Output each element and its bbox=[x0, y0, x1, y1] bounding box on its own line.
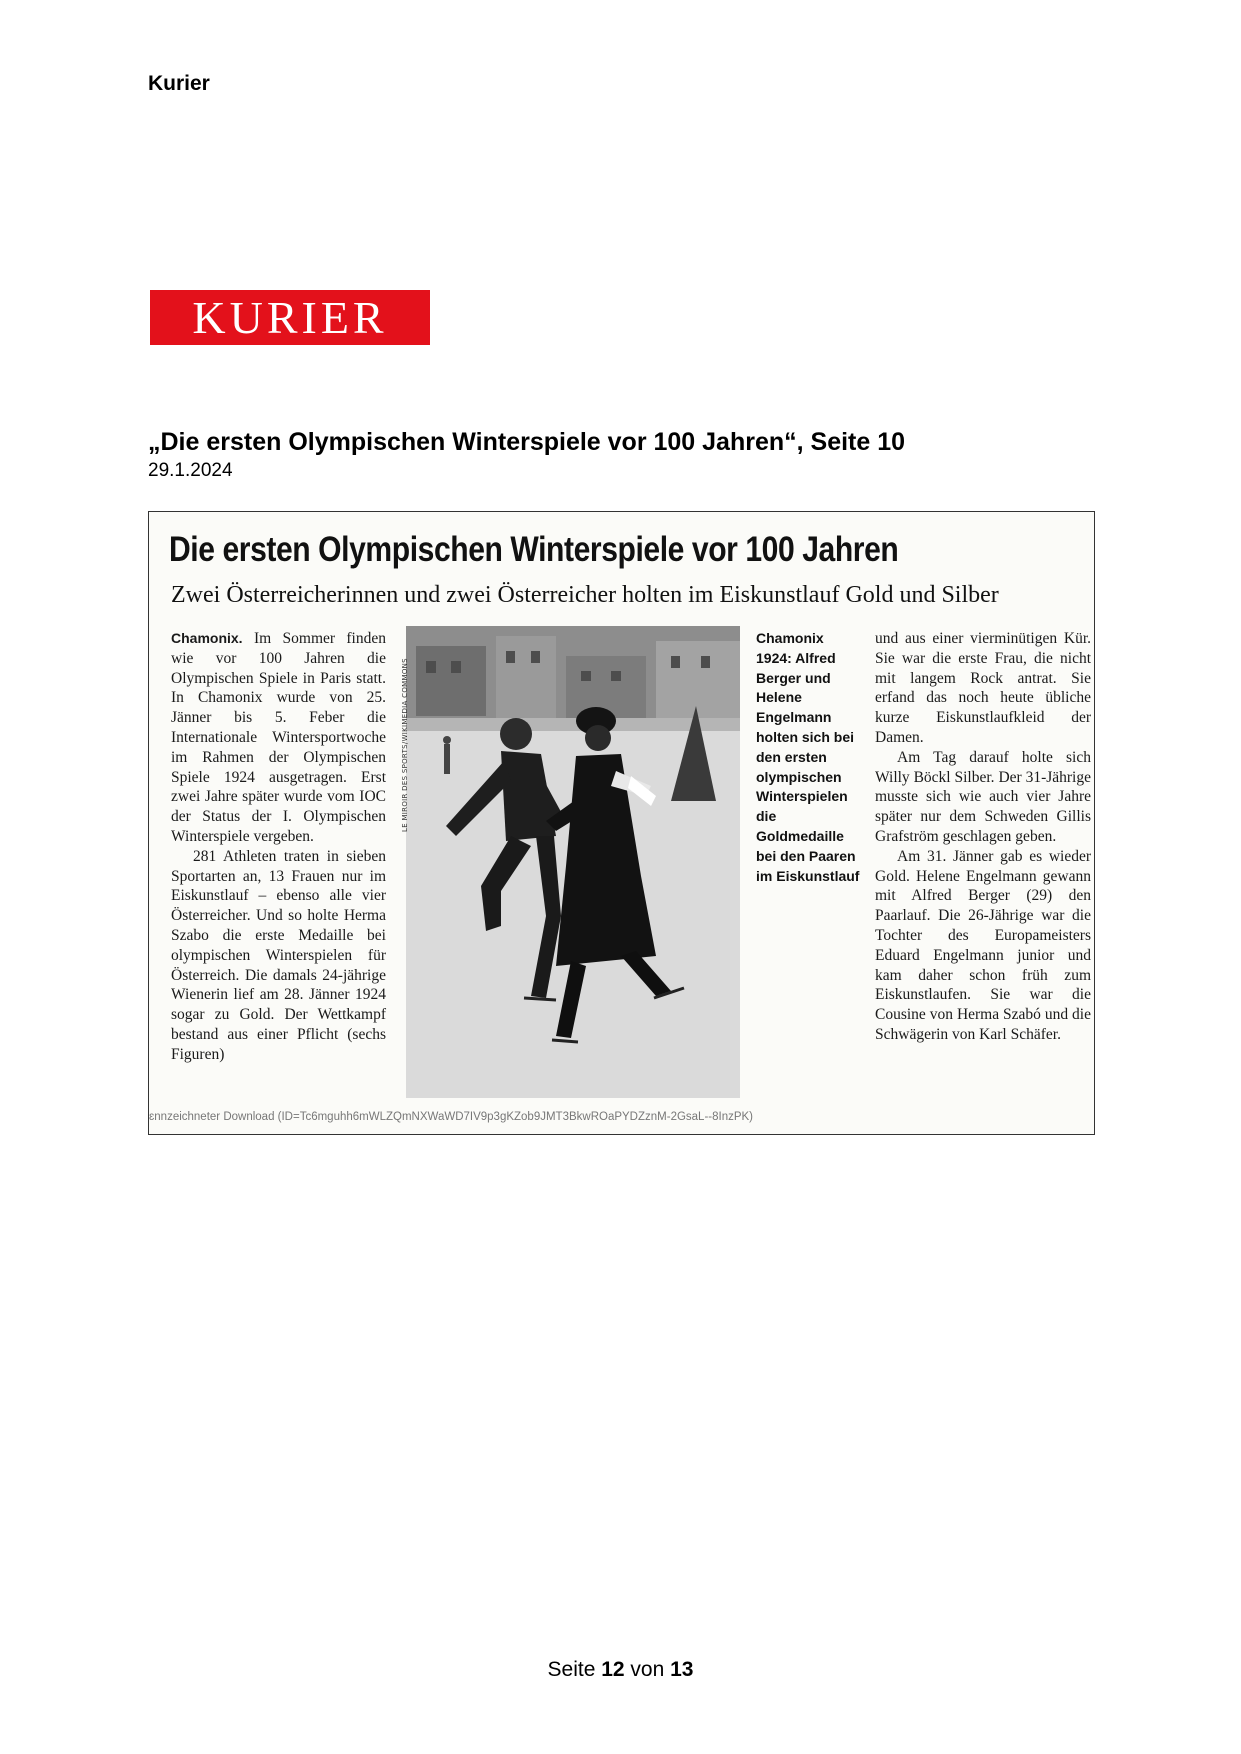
current-page: 12 bbox=[601, 1658, 625, 1681]
article-title: „Die ersten Olympischen Winterspiele vor 100 Jahren“, Seite 10 bbox=[148, 428, 906, 456]
photo-caption: Chamonix 1924: Alfred Berger und Helene Engelmann holten sich bei den ersten olympischen Winterspielen die Goldmedaille bei den Paaren im Eiskunstlauf bbox=[756, 630, 860, 884]
page-footer bbox=[0, 1658, 1241, 1682]
footer-prefix: Seite bbox=[547, 1658, 602, 1681]
paragraph-1: Im Sommer finden wie vor 100 Jahren die Olympischen Spiele in Paris statt. In Chamonix wurde von 25. Jänner bis 5. Feber die Internationale Wintersportwoche im Rahmen der Olympischen Spiele 1924 ausgetragen. Erst zwei Jahre später wurde vom IOC der Status der I. Olympischen Winterspiele vergeben. bbox=[171, 630, 386, 845]
clipping-headline: Die ersten Olympischen Winterspiele vor 100 Jahren bbox=[169, 530, 899, 569]
logo-text: KURIER bbox=[192, 291, 388, 343]
paragraph-3: und aus einer vierminütigen Kür. Sie war die erste Frau, die nicht mit langem Rock antrat. Sie erfand das noch heute übliche kurze Eiskunstlaufkleid der Damen. bbox=[875, 630, 1091, 746]
paragraph-5: Am 31. Jänner gab es wieder Gold. Helene Engelmann gewann mit Alfred Berger (29) den Paarlauf. Die 26-Jährige war die Tochter des Europameisters Eduard Engelmann junior und kam daher schon früh zum Eiskunstlaufen. Sie war die Cousine von Herma Szabó und die Schwägerin von Karl Schäfer. bbox=[875, 847, 1091, 1043]
photo-credit: LE MIROIR DES SPORTS/WIKIMEDIA COMMONS bbox=[401, 658, 409, 832]
paragraph-4: Am Tag darauf holte sich Willy Böckl Silber. Der 31-Jährige musste sich wie auch vier Jahre später nur dem Schweden Gillis Grafström geschlagen geben. bbox=[875, 748, 1091, 845]
paragraph-2: 281 Athleten traten in sieben Sportarten an, 13 Frauen nur im Eiskunstlauf – ebenso alle vier Österreicher. Und so holte Herma Szabo die erste Medaille bei olympischen Winterspielen für Österreich. Die damals 24-jährige Wienerin lief am 28. Jänner 1924 sogar zu Gold. Der Wettkampf bestand aus einer Pflicht (sechs Figuren) bbox=[171, 847, 386, 1063]
kurier-logo bbox=[150, 290, 430, 345]
total-pages: 13 bbox=[670, 1658, 694, 1681]
article-column-left bbox=[171, 629, 386, 1065]
clipping-subheadline: Zwei Österreicherinnen und zwei Österreicher holten im Eiskunstlauf Gold und Silber bbox=[171, 582, 999, 608]
article-column-right bbox=[875, 629, 1091, 1045]
skating-pair-photo bbox=[406, 626, 740, 1098]
article-date: 29.1.2024 bbox=[148, 460, 233, 481]
source-name: Kurier bbox=[148, 72, 210, 95]
dateline: Chamonix. bbox=[171, 630, 243, 646]
footer-middle: von bbox=[624, 1658, 671, 1681]
newspaper-clipping bbox=[148, 511, 1095, 1135]
download-note: ɛnnzeichneter Download (ID=Tc6mguhh6mWLZQmNXWaWD7IV9p3gKZob9JMT3BkwROaPYDZznM-2GsaL--8InzPK) bbox=[149, 1111, 754, 1123]
